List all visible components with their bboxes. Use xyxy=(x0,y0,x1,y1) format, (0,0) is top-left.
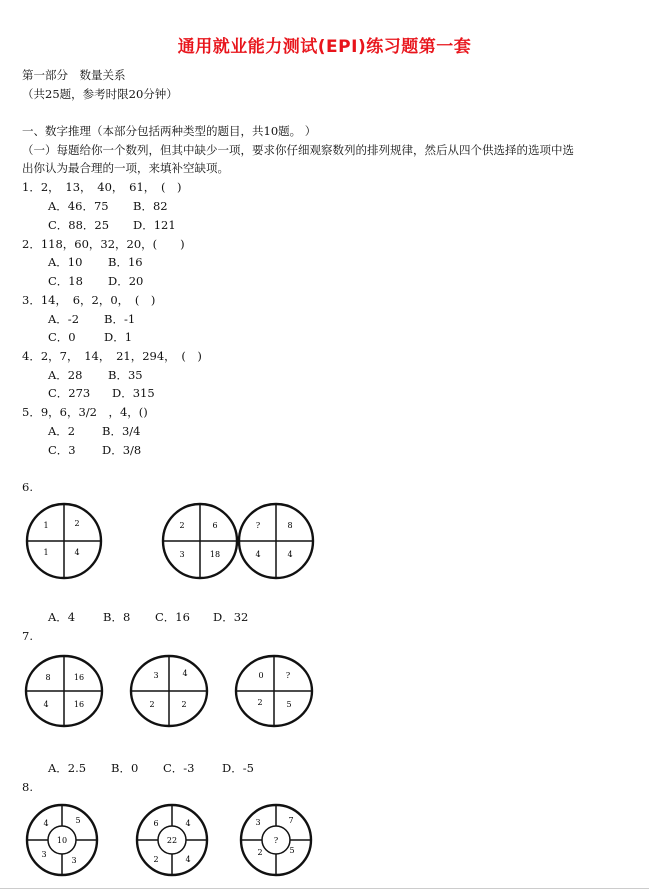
q7-c3-tr: ? xyxy=(285,671,291,680)
question-5-option-c: C．3 xyxy=(48,443,76,457)
question-5-option-a: A．2 xyxy=(48,424,76,438)
question-4-option-a: A．28 xyxy=(48,368,83,382)
question-6-option-b: B．8 xyxy=(103,610,131,624)
q6-circle-3 xyxy=(239,504,313,578)
q7-c3-br: 5 xyxy=(286,700,292,709)
instruction-line-2: 出你认为最合理的一项，来填补空缺项。 xyxy=(22,161,229,175)
section-heading: 一、数字推理（本部分包括两种类型的题目，共10题。 ） xyxy=(22,124,317,138)
question-6-figure xyxy=(22,500,642,586)
question-6-number: 6. xyxy=(22,480,33,494)
q8-circle-3 xyxy=(241,805,311,875)
question-7-option-a: A．2.5 xyxy=(48,761,87,775)
q6-c2-bl: 3 xyxy=(179,550,185,559)
question-6-option-a: A．4 xyxy=(48,610,76,624)
q8-c2-tl: 6 xyxy=(153,819,159,828)
question-5-option-b: B．3/4 xyxy=(102,424,141,438)
q6-c3-tr: 8 xyxy=(287,521,293,530)
question-5-stem: 5．9，6，3/2 ，4，() xyxy=(22,405,148,419)
q8-c1-bl: 3 xyxy=(41,850,47,859)
q6-circle-2 xyxy=(163,504,237,578)
question-2-option-d: D．20 xyxy=(108,274,144,288)
q6-c1-tl: 1 xyxy=(43,521,49,530)
q6-c3-br: 4 xyxy=(287,550,293,559)
question-1-option-a: A．46．75 xyxy=(48,199,109,213)
q7-c2-br: 2 xyxy=(181,700,187,709)
q7-c2-tr: 4 xyxy=(182,669,188,678)
q8-c1-tr: 5 xyxy=(75,816,81,825)
question-2-stem: 2．118，60，32，20，( ) xyxy=(22,237,185,251)
part-heading: 第一部分 数量关系 xyxy=(22,68,126,82)
q8-c1-center: 10 xyxy=(56,836,68,845)
question-1-option-c: C．88．25 xyxy=(48,218,110,232)
question-4-option-c: C．273 xyxy=(48,386,91,400)
q8-circle-1 xyxy=(27,805,97,875)
q7-c1-br: 16 xyxy=(73,700,85,709)
q6-c1-bl: 1 xyxy=(43,548,49,557)
question-5-option-d: D．3/8 xyxy=(102,443,142,457)
question-4-stem: 4．2，7， 14， 21，294， ( ) xyxy=(22,349,202,363)
q8-circle-2 xyxy=(137,805,207,875)
page-bottom-divider xyxy=(0,888,649,889)
question-3-option-a: A．-2 xyxy=(48,312,80,326)
page-title: 通用就业能力测试(EPI)练习题第一套 xyxy=(177,37,472,57)
question-1-stem: 1．2， 13， 40， 61， ( ) xyxy=(22,180,182,194)
part-note: （共25题，参考时限20分钟） xyxy=(22,87,178,101)
question-2-option-b: B．16 xyxy=(108,255,143,269)
question-3-option-b: B．-1 xyxy=(104,312,136,326)
q7-c1-tr: 16 xyxy=(73,673,85,682)
q8-c3-tl: 3 xyxy=(255,818,261,827)
q6-c2-tl: 2 xyxy=(179,521,185,530)
q8-c1-br: 3 xyxy=(71,856,77,865)
question-1-option-d: D．121 xyxy=(133,218,176,232)
q8-c2-br: 4 xyxy=(185,855,191,864)
question-8-number: 8. xyxy=(22,780,33,794)
question-4-option-d: D．315 xyxy=(112,386,155,400)
q7-c1-tl: 8 xyxy=(45,673,51,682)
q7-c1-bl: 4 xyxy=(43,700,49,709)
q6-circle-1 xyxy=(27,504,101,578)
q7-circle-1 xyxy=(26,656,102,726)
q7-c2-bl: 2 xyxy=(149,700,155,709)
question-7-option-b: B．0 xyxy=(111,761,139,775)
q6-c3-bl: 4 xyxy=(255,550,261,559)
instruction-line-1: （一）每题给你一个数列，但其中缺少一项，要求你仔细观察数列的排列规律，然后从四个供选择的选项中选 xyxy=(22,143,574,157)
question-2-option-c: C．18 xyxy=(48,274,83,288)
q8-c3-center: ? xyxy=(273,836,279,845)
question-8-figure xyxy=(22,800,642,884)
q8-c3-bl: 2 xyxy=(257,848,263,857)
q8-c2-center: 22 xyxy=(166,836,178,845)
q6-c2-tr: 6 xyxy=(212,521,218,530)
q7-c2-tl: 3 xyxy=(153,671,159,680)
q8-c1-tl: 4 xyxy=(43,819,49,828)
q7-c3-bl: 2 xyxy=(257,698,263,707)
q8-c3-br: 5 xyxy=(289,846,295,855)
question-7-option-c: C．-3 xyxy=(163,761,195,775)
q6-c3-tl: ? xyxy=(255,521,261,530)
q6-c1-br: 4 xyxy=(74,548,80,557)
question-3-stem: 3．14， 6，2，0， ( ) xyxy=(22,293,156,307)
question-1-option-b: B．82 xyxy=(133,199,168,213)
question-6-option-c: C．16 xyxy=(155,610,190,624)
q8-c2-bl: 2 xyxy=(153,855,159,864)
q6-c1-tr: 2 xyxy=(74,519,80,528)
question-3-option-d: D．1 xyxy=(104,330,133,344)
question-2-option-a: A．10 xyxy=(48,255,83,269)
q8-c2-tr: 4 xyxy=(185,819,191,828)
question-7-option-d: D．-5 xyxy=(222,761,254,775)
question-6-option-d: D．32 xyxy=(213,610,249,624)
q6-c2-br: 18 xyxy=(209,550,221,559)
question-4-option-b: B．35 xyxy=(108,368,143,382)
q7-circle-3 xyxy=(236,656,312,726)
question-7-number: 7. xyxy=(22,629,33,643)
question-7-figure xyxy=(22,652,642,732)
question-3-option-c: C．0 xyxy=(48,330,76,344)
q8-c3-tr: 7 xyxy=(288,816,294,825)
q7-c3-tl: 0 xyxy=(258,671,264,680)
q7-circle-2 xyxy=(131,656,207,726)
